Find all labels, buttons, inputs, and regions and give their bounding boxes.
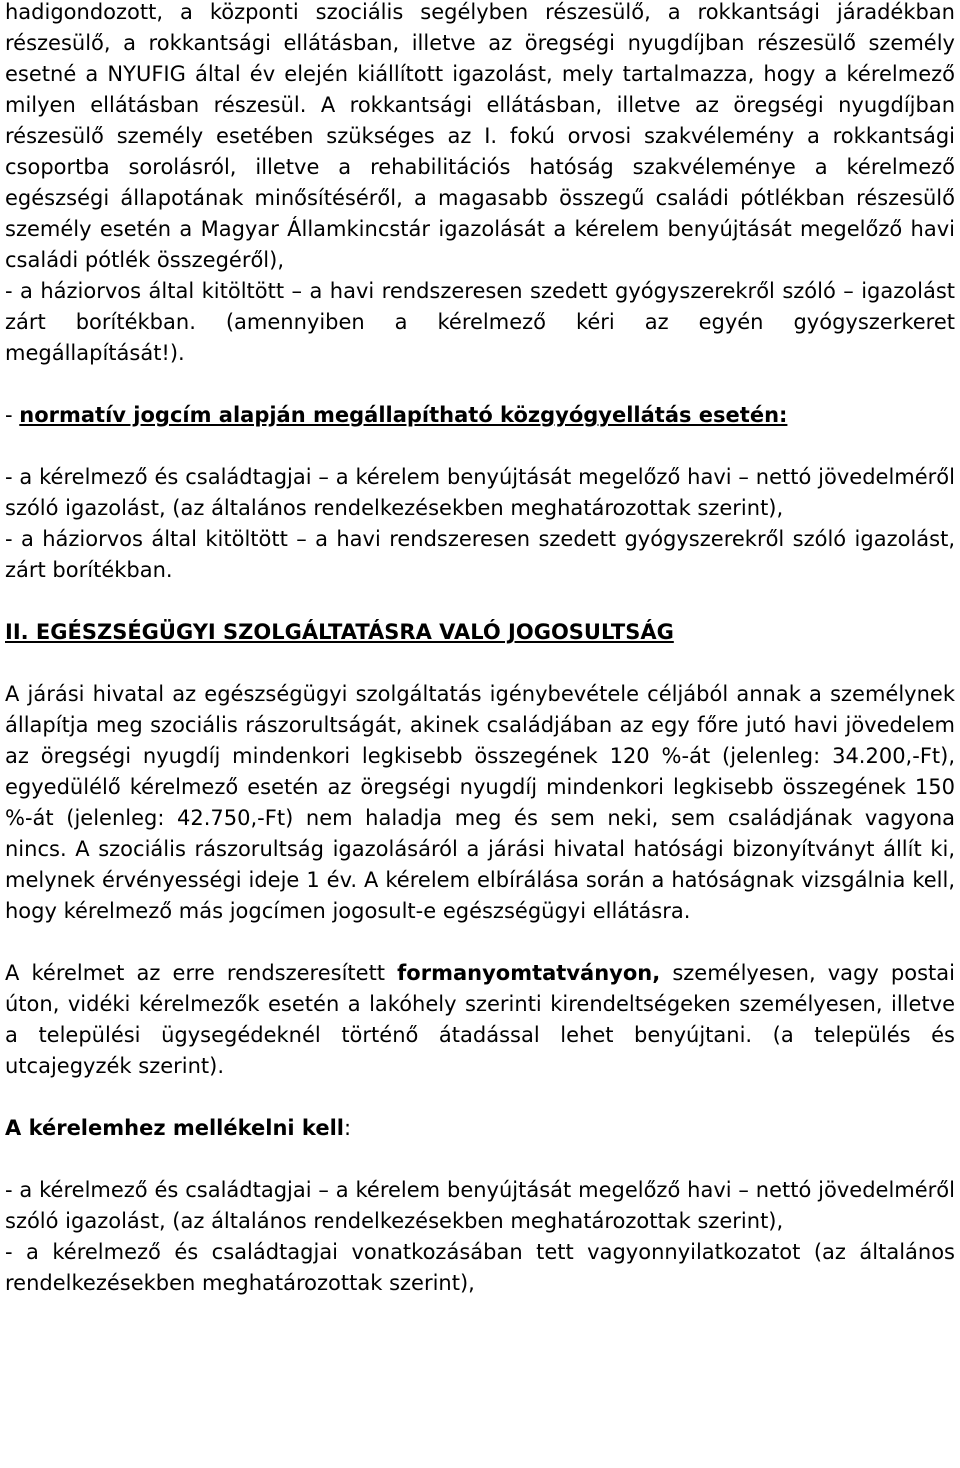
spacer: [5, 1082, 955, 1113]
paragraph-attachments-intro: hadigondozott, a központi szociális segélyben részesülő, a rokkantsági járadékban részesülő, a rokkantsági ellátásban, illetve az öregségi nyugdíjban részesülő személy esetné a NYUFIG által év elején kiállított igazolást, mely tartalmazza, hogy a kérelmező milyen ellátásban részesül. A rokkantsági ellátásban, illetve az öregségi nyugdíjban részesülő személy esetében szükséges az I. fokú orvosi szakvélemény a rokkantsági csoportba sorolásról, illetve a rehabilitációs hatóság szakvéleménye a kérelmező egészségi állapotának minősítéséről, a magasabb összegű családi pótlékban részesülő személy esetén a Magyar Államkincstár igazolását a kérelem benyújtását megelőző havi családi pótlék összegéről),: [5, 0, 955, 272]
spacer: [5, 431, 955, 462]
submission-text-end: személyesen, vagy postai úton, vidéki kérelmezők esetén a lakóhely szerinti kirendeltségeken személyesen, illetve a települési ügysegédeknél történő átadással lehet benyújtani. (a település és utcajegyzék szerint).: [5, 961, 955, 1078]
paragraph-income-certificate: - a kérelmező és családtagjai – a kérelem benyújtását megelőző havi – nettó jövedelméről szóló igazolást, (az általános rendelkezésekben meghatározottak szerint),: [5, 465, 955, 520]
paragraph-submission: [5, 958, 955, 1082]
submission-form-name: formanyomtatványon,: [397, 961, 661, 985]
document-page: [5, 0, 955, 1299]
paragraph-gp-certificate-sealed: - a háziorvos által kitöltött – a havi rendszeresen szedett gyógyszerekről szóló igazolást, zárt borítékban.: [5, 527, 955, 582]
section-heading: II. EGÉSZSÉGÜGYI SZOLGÁLTATÁSRA VALÓ JOGOSULTSÁG: [5, 620, 674, 644]
normativ-heading: normatív jogcím alapján megállapítható közgyógyellátás esetén:: [19, 403, 788, 427]
paragraph-income-certificate-2: - a kérelmező és családtagjai – a kérelem benyújtását megelőző havi – nettó jövedelméről szóló igazolást, (az általános rendelkezésekben meghatározottak szerint),: [5, 1178, 955, 1233]
paragraph-gp-certificate: - a háziorvos által kitöltött – a havi rendszeresen szedett gyógyszerekről szóló – igazolást zárt borítékban. (amennyiben a kérelmező kéri az egyén gyógyszerkeret megállapítását!).: [5, 279, 955, 365]
spacer: [5, 1144, 955, 1175]
normativ-heading-line: [5, 400, 955, 431]
spacer: [5, 369, 955, 400]
submission-text-start: A kérelmet az erre rendszeresített: [5, 961, 398, 985]
paragraph-eligibility: A járási hivatal az egészségügyi szolgáltatás igénybevétele céljából annak a személynek állapítja meg szociális rászorultságát, akinek családjában az egy főre jutó havi jövedelem az öregségi nyugdíj mindenkori legkisebb összegének 120 %-át (jelenleg: 34.200,-Ft), egyedülélő kérelmező esetén az öregségi nyugdíj mindenkori legkisebb összegének 150 %-át (jelenleg: 42.750,-Ft) nem haladja meg és sem neki, sem családjának vagyona nincs. A szociális rászorultság igazolásáról a járási hivatal hatósági bizonyítványt állít ki, melynek érvényességi ideje 1 év. A kérelem elbírálása során a hatóságnak vizsgálnia kell, hogy kérelmező más jogcímen jogosult-e egészségügyi ellátásra.: [5, 682, 955, 923]
attachments-heading-line: [5, 1113, 955, 1144]
spacer: [5, 648, 955, 679]
paragraph-asset-declaration: - a kérelmező és családtagjai vonatkozásában tett vagyonnyilatkozatot (az általános rendelkezésekben meghatározottak szerint),: [5, 1240, 955, 1295]
spacer: [5, 927, 955, 958]
normativ-dash: -: [5, 403, 20, 427]
attachments-heading-colon: :: [343, 1116, 352, 1140]
attachments-heading: A kérelemhez mellékelni kell: [5, 1116, 344, 1140]
spacer: [5, 586, 955, 617]
